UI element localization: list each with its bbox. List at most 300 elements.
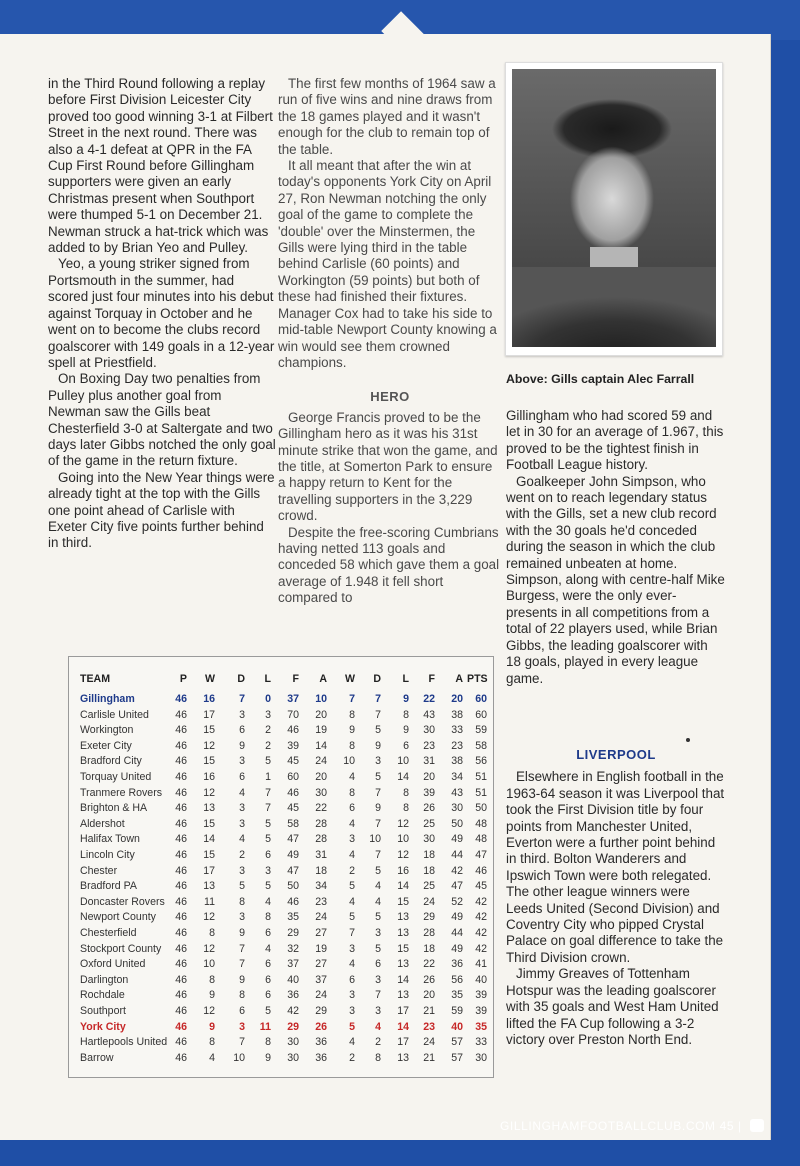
table-cell: 5 xyxy=(349,1020,355,1033)
table-cell: 46 xyxy=(175,771,187,783)
table-cell: 50 xyxy=(451,817,463,830)
table-cell: 13 xyxy=(397,958,409,971)
table-cell: 4 xyxy=(239,786,245,799)
table-cell: 5 xyxy=(265,1005,271,1017)
table-row xyxy=(69,1021,493,1037)
table-cell: 4 xyxy=(349,958,355,971)
decorative-dot xyxy=(686,738,690,742)
table-row xyxy=(69,943,493,959)
text-column-2 xyxy=(278,76,502,607)
table-cell: 27 xyxy=(315,927,327,939)
table-team-cell: Chesterfield xyxy=(80,927,137,939)
table-row xyxy=(69,880,493,896)
table-cell: 13 xyxy=(397,989,409,1002)
table-cell: 60 xyxy=(287,771,299,783)
table-row xyxy=(69,911,493,927)
table-cell: 46 xyxy=(287,895,299,908)
table-row xyxy=(69,818,493,834)
table-cell: 48 xyxy=(475,833,487,846)
table-row xyxy=(69,849,493,865)
table-cell: 6 xyxy=(239,724,245,737)
table-cell: 5 xyxy=(239,880,245,893)
table-cell: 3 xyxy=(349,833,355,846)
table-cell: 4 xyxy=(375,895,381,908)
table-cell: 8 xyxy=(349,786,355,799)
table-cell: 22 xyxy=(423,958,435,971)
table-cell: 7 xyxy=(239,1036,245,1049)
table-cell: 8 xyxy=(239,895,245,908)
table-cell: 29 xyxy=(287,1020,299,1033)
table-row xyxy=(69,1036,493,1052)
table-cell: 19 xyxy=(315,942,327,955)
table-team-cell: Oxford United xyxy=(80,958,146,971)
table-cell: 3 xyxy=(349,942,355,955)
table-cell: 3 xyxy=(239,1020,245,1033)
table-cell: 15 xyxy=(397,895,409,908)
table-cell: 5 xyxy=(375,911,381,924)
table-cell: 37 xyxy=(287,958,299,971)
table-team-cell: York City xyxy=(80,1020,126,1033)
table-cell: 13 xyxy=(203,802,215,815)
table-row xyxy=(69,989,493,1005)
table-cell: 46 xyxy=(175,1020,187,1033)
text-column-4 xyxy=(506,747,726,1048)
table-cell: 3 xyxy=(375,973,381,986)
table-cell: D xyxy=(373,673,381,685)
table-cell: 15 xyxy=(203,724,215,737)
table-cell: 24 xyxy=(315,911,327,924)
table-cell: 46 xyxy=(175,693,187,705)
table-cell: 6 xyxy=(375,958,381,971)
table-cell: 7 xyxy=(375,786,381,799)
paragraph: Goalkeeper John Simpson, who went on to reach legendary status with the Gills, set a new club record with the 30 goals he'd conceded during the season in which the club remained unbeaten at home. Simpson, along with centre-half Mike Burgess, were the only ever-presents in all competitions from a total of 22 players used, while Brian Gibbs, the leading goalscorer with 18 goals, played in every league game. xyxy=(506,473,725,686)
table-cell: 7 xyxy=(375,817,381,830)
table-team-cell: Southport xyxy=(80,1005,126,1017)
table-cell: 17 xyxy=(397,1005,409,1017)
table-cell: 13 xyxy=(397,927,409,939)
table-row xyxy=(69,865,493,881)
table-cell: 46 xyxy=(175,895,187,908)
table-cell: 11 xyxy=(204,895,215,908)
paragraph: The first few months of 1964 saw a run of five wins and nine draws from the 18 games played and it wasn't enough for the club to remain top of the table. xyxy=(278,76,496,157)
table-cell: 9 xyxy=(375,739,381,752)
table-cell: 20 xyxy=(423,771,435,783)
table-cell: 29 xyxy=(423,911,435,924)
table-cell: 16 xyxy=(203,693,215,705)
table-cell: 22 xyxy=(423,693,435,705)
table-cell: 7 xyxy=(375,849,381,861)
table-row xyxy=(69,958,493,974)
table-cell: 49 xyxy=(451,942,463,955)
table-cell: 15 xyxy=(203,755,215,768)
table-cell: 39 xyxy=(475,989,487,1002)
section-heading-liverpool: LIVERPOOL xyxy=(576,747,656,762)
table-cell: 3 xyxy=(239,817,245,830)
table-cell: 60 xyxy=(475,708,487,721)
table-row xyxy=(69,802,493,818)
photo-caption: Above: Gills captain Alec Farrall xyxy=(506,372,695,386)
table-row xyxy=(69,787,493,803)
table-cell: 4 xyxy=(239,833,245,846)
table-cell: 9 xyxy=(403,724,409,737)
table-cell: 3 xyxy=(349,989,355,1002)
table-cell: 35 xyxy=(475,1020,487,1033)
table-cell: 6 xyxy=(265,958,271,971)
table-row xyxy=(69,833,493,849)
table-cell: 25 xyxy=(423,817,435,830)
table-team-cell: Bradford PA xyxy=(80,880,137,893)
table-cell: 33 xyxy=(451,724,463,737)
table-cell: W xyxy=(205,673,215,685)
table-row xyxy=(69,771,493,787)
table-row xyxy=(69,974,493,990)
page-footer xyxy=(500,1119,764,1133)
table-cell: 18 xyxy=(423,942,435,955)
table-cell: 46 xyxy=(175,786,187,799)
table-cell: 49 xyxy=(287,849,299,861)
table-team-cell: Barrow xyxy=(80,1051,114,1064)
paragraph: Despite the free-scoring Cumbrians having netted 113 goals and conceded 58 which gave them a goal average of 1.948 it fell short compared to xyxy=(278,524,500,606)
table-cell: 39 xyxy=(287,739,299,752)
table-cell: 17 xyxy=(203,864,215,877)
table-cell: 13 xyxy=(397,1051,409,1064)
table-cell: 5 xyxy=(265,880,271,893)
table-cell: 46 xyxy=(175,973,187,986)
table-team-cell: Rochdale xyxy=(80,989,125,1002)
table-cell: 45 xyxy=(287,802,299,815)
table-team-cell: Brighton & HA xyxy=(80,802,148,815)
table-cell: 2 xyxy=(349,1051,355,1064)
table-cell: 34 xyxy=(451,771,463,783)
table-cell: 46 xyxy=(175,864,187,877)
table-cell: 8 xyxy=(209,927,215,939)
paragraph: Going into the New Year things were already tight at the top with the Gills one point ahead of Carlisle with Exeter City five points further behind in third. xyxy=(48,469,275,551)
paragraph: in the Third Round following a replay before First Division Leicester City proved too good winning 3-1 at Filbert Street in the next round. There was also a 4-1 defeat at QPR in the FA Cup First Round before Gillingham supporters were given an early Christmas present when Southport were thumped 5-1 on December 21. Newman struck a hat-trick which was added to by Brian Yeo and Pulley. xyxy=(48,76,273,256)
table-row xyxy=(69,755,493,771)
table-team-cell: Bradford City xyxy=(80,755,142,768)
table-cell: L xyxy=(264,673,271,685)
table-cell: 23 xyxy=(423,1020,435,1033)
table-cell: 9 xyxy=(375,802,381,815)
table-cell: 4 xyxy=(349,849,355,861)
table-team-cell: Carlisle United xyxy=(80,708,149,721)
table-cell: 16 xyxy=(203,771,215,783)
table-cell: 40 xyxy=(451,1020,463,1033)
table-cell: 5 xyxy=(375,864,381,877)
table-cell: 3 xyxy=(265,708,271,721)
table-cell: 7 xyxy=(375,989,381,1002)
table-cell: 3 xyxy=(239,864,245,877)
table-cell: 15 xyxy=(203,817,215,830)
table-cell: 46 xyxy=(475,864,487,877)
table-cell: 9 xyxy=(265,1051,271,1064)
table-cell: 50 xyxy=(475,802,487,815)
table-cell: 12 xyxy=(203,1005,215,1017)
table-cell: 5 xyxy=(375,771,381,783)
table-cell: 46 xyxy=(175,927,187,939)
table-cell: 7 xyxy=(265,786,271,799)
table-cell: 8 xyxy=(349,739,355,752)
table-cell: 5 xyxy=(349,911,355,924)
table-cell: 9 xyxy=(403,693,409,705)
table-cell: P xyxy=(179,673,187,685)
table-cell: 5 xyxy=(349,880,355,893)
table-cell: 21 xyxy=(423,1005,435,1017)
table-row xyxy=(69,693,493,709)
table-cell: 30 xyxy=(287,1051,299,1064)
table-team-cell: Doncaster Rovers xyxy=(80,895,165,908)
table-cell: 42 xyxy=(475,927,487,939)
table-cell: 6 xyxy=(265,989,271,1002)
table-cell: 28 xyxy=(423,927,435,939)
table-cell: 8 xyxy=(403,708,409,721)
section-heading-hero: HERO xyxy=(370,389,410,405)
table-cell: 29 xyxy=(287,927,299,939)
paragraph: Gillingham who had scored 59 and let in 30 for an average of 1.967, this proved to be the tightest finish in Football League history. xyxy=(506,408,724,473)
table-cell: 3 xyxy=(375,755,381,768)
table-cell: 12 xyxy=(203,911,215,924)
table-cell: 2 xyxy=(265,724,271,737)
table-cell: 36 xyxy=(287,989,299,1002)
table-cell: 59 xyxy=(475,724,487,737)
table-cell: 46 xyxy=(175,911,187,924)
table-cell: 13 xyxy=(203,880,215,893)
table-cell: 8 xyxy=(403,786,409,799)
table-cell: 42 xyxy=(287,1005,299,1017)
table-cell: 70 xyxy=(287,708,299,721)
table-cell: 7 xyxy=(239,693,245,705)
table-cell: 21 xyxy=(423,1051,435,1064)
table-cell: 18 xyxy=(423,849,435,861)
table-cell: PTS xyxy=(467,673,488,685)
table-cell: 30 xyxy=(423,724,435,737)
paragraph: Yeo, a young striker signed from Portsmouth in the summer, had scored just four minutes into his debut against Torquay in October and he went on to become the clubs record goalscorer with 149 goals in a 12-year spell at Priestfield. xyxy=(48,256,275,370)
table-cell: 10 xyxy=(233,1051,245,1064)
table-cell: 10 xyxy=(315,693,327,705)
table-cell: 46 xyxy=(175,755,187,768)
table-cell: 10 xyxy=(397,755,409,768)
table-cell: 8 xyxy=(265,1036,271,1049)
table-cell: 56 xyxy=(451,973,463,986)
table-cell: 46 xyxy=(287,786,299,799)
table-cell: W xyxy=(345,673,355,685)
table-cell: 40 xyxy=(287,973,299,986)
table-cell: 7 xyxy=(265,802,271,815)
table-row xyxy=(69,709,493,725)
table-cell: 35 xyxy=(451,989,463,1002)
table-team-cell: Exeter City xyxy=(80,739,132,752)
table-cell: 12 xyxy=(397,849,409,861)
table-cell: 5 xyxy=(265,833,271,846)
league-table xyxy=(68,656,494,1078)
table-cell: 51 xyxy=(475,786,487,799)
table-cell: 33 xyxy=(475,1036,487,1049)
table-team-cell: TEAM xyxy=(80,673,111,685)
table-team-cell: Gillingham xyxy=(80,693,135,705)
table-cell: 46 xyxy=(175,817,187,830)
table-team-cell: Darlington xyxy=(80,973,129,986)
table-cell: 4 xyxy=(375,1020,381,1033)
table-team-cell: Chester xyxy=(80,864,118,877)
table-cell: 48 xyxy=(475,817,487,830)
table-cell: 5 xyxy=(375,724,381,737)
table-cell: 43 xyxy=(451,786,463,799)
table-cell: 39 xyxy=(475,1005,487,1017)
table-cell: 5 xyxy=(265,817,271,830)
table-cell: 24 xyxy=(315,989,327,1002)
table-cell: F xyxy=(428,673,435,685)
table-team-cell: Torquay United xyxy=(80,771,152,783)
table-cell: 41 xyxy=(475,958,487,971)
table-cell: 50 xyxy=(287,880,299,893)
table-cell: 46 xyxy=(175,708,187,721)
table-cell: 14 xyxy=(203,833,215,846)
table-cell: 46 xyxy=(175,880,187,893)
table-cell: 6 xyxy=(239,771,245,783)
paragraph: On Boxing Day two penalties from Pulley plus another goal from Newman saw the Gills beat Chesterfield 3-0 at Saltergate and two days later Gibbs notched the only goal of the game in the return fixture. xyxy=(48,371,276,469)
table-cell: 44 xyxy=(451,849,463,861)
table-cell: 46 xyxy=(175,724,187,737)
table-cell: 38 xyxy=(451,755,463,768)
portrait-image xyxy=(512,69,716,347)
table-cell: 12 xyxy=(203,786,215,799)
table-cell: 46 xyxy=(287,724,299,737)
table-row xyxy=(69,1052,493,1068)
table-cell: 29 xyxy=(315,1005,327,1017)
table-cell: 46 xyxy=(175,833,187,846)
table-cell: 31 xyxy=(315,849,327,861)
table-cell: 6 xyxy=(349,802,355,815)
table-cell: L xyxy=(402,673,409,685)
table-cell: 18 xyxy=(423,864,435,877)
table-row xyxy=(69,1005,493,1021)
table-cell: 7 xyxy=(349,927,355,939)
table-cell: 6 xyxy=(239,1005,245,1017)
table-cell: 46 xyxy=(175,739,187,752)
table-cell: 9 xyxy=(239,739,245,752)
table-cell: 3 xyxy=(349,1005,355,1017)
table-cell: 37 xyxy=(287,693,299,705)
table-cell: 8 xyxy=(403,802,409,815)
table-cell: 17 xyxy=(397,1036,409,1049)
table-cell: 24 xyxy=(315,755,327,768)
text-column-1 xyxy=(48,76,276,552)
table-cell: 8 xyxy=(265,911,271,924)
table-cell: 46 xyxy=(175,942,187,955)
table-cell: 23 xyxy=(451,739,463,752)
table-cell: 4 xyxy=(349,771,355,783)
table-cell: 32 xyxy=(287,942,299,955)
table-cell: 38 xyxy=(451,708,463,721)
table-cell: 12 xyxy=(203,739,215,752)
table-cell: 57 xyxy=(451,1036,463,1049)
table-cell: 14 xyxy=(315,739,327,752)
table-row xyxy=(69,896,493,912)
table-cell: 16 xyxy=(397,864,409,877)
table-cell: 34 xyxy=(315,880,327,893)
table-cell: 27 xyxy=(315,958,327,971)
table-cell: 49 xyxy=(451,833,463,846)
table-cell: 9 xyxy=(239,927,245,939)
table-cell: 3 xyxy=(239,708,245,721)
table-cell: 8 xyxy=(239,989,245,1002)
table-cell: 3 xyxy=(265,864,271,877)
table-cell: 4 xyxy=(349,1036,355,1049)
table-cell: 7 xyxy=(375,708,381,721)
table-cell: 14 xyxy=(397,1020,409,1033)
table-team-cell: Aldershot xyxy=(80,817,125,830)
table-cell: 30 xyxy=(475,1051,487,1064)
table-cell: 36 xyxy=(315,1036,327,1049)
table-cell: 14 xyxy=(397,973,409,986)
table-cell: 39 xyxy=(423,786,435,799)
table-cell: D xyxy=(237,673,245,685)
table-cell: 3 xyxy=(239,755,245,768)
table-cell: 46 xyxy=(175,1005,187,1017)
table-cell: 20 xyxy=(315,708,327,721)
table-cell: 58 xyxy=(287,817,299,830)
table-cell: 58 xyxy=(475,739,487,752)
table-cell: 23 xyxy=(423,739,435,752)
table-cell: 22 xyxy=(315,802,327,815)
table-team-cell: Tranmere Rovers xyxy=(80,786,163,799)
table-cell: 3 xyxy=(375,1005,381,1017)
table-cell: 52 xyxy=(451,895,463,908)
table-cell: 47 xyxy=(287,864,299,877)
paragraph: It all meant that after the win at today's opponents York City on April 27, Ron Newman notching the only goal of the game to complete the 'double' over the Minstermen, the Gills were lying third in the table behind Carlisle (60 points) and Workington (59 points) but both of these had finished their fixtures. Manager Cox had to take his side to mid-table Newport County knowing a win would see them crowned champions. xyxy=(278,158,497,370)
table-cell: 40 xyxy=(475,973,487,986)
table-cell: 10 xyxy=(397,833,409,846)
footer-url: GILLINGHAMFOOTBALLCLUB.COM 45 | xyxy=(500,1119,742,1133)
table-cell: 45 xyxy=(287,755,299,768)
table-cell: 49 xyxy=(451,911,463,924)
table-cell: F xyxy=(292,673,299,685)
table-cell: 46 xyxy=(175,802,187,815)
table-cell: 7 xyxy=(349,693,355,705)
table-cell: 26 xyxy=(423,802,435,815)
table-cell: 23 xyxy=(315,895,327,908)
table-row xyxy=(69,740,493,756)
table-cell: 9 xyxy=(209,1020,215,1033)
table-cell: 4 xyxy=(265,942,271,955)
table-cell: 11 xyxy=(259,1020,271,1033)
table-cell: 42 xyxy=(475,895,487,908)
table-cell: 4 xyxy=(265,895,271,908)
table-cell: A xyxy=(455,673,463,685)
table-cell: 2 xyxy=(239,849,245,861)
table-cell: 7 xyxy=(239,958,245,971)
table-cell: A xyxy=(319,673,327,685)
table-cell: 42 xyxy=(475,911,487,924)
table-cell: 8 xyxy=(209,973,215,986)
table-cell: 36 xyxy=(315,1051,327,1064)
table-cell: 14 xyxy=(397,880,409,893)
table-cell: 47 xyxy=(287,833,299,846)
table-cell: 0 xyxy=(265,693,271,705)
table-cell: 56 xyxy=(475,755,487,768)
table-cell: 24 xyxy=(423,1036,435,1049)
table-cell: 51 xyxy=(475,771,487,783)
table-cell: 26 xyxy=(423,973,435,986)
table-cell: 17 xyxy=(203,708,215,721)
table-cell: 20 xyxy=(423,989,435,1002)
table-cell: 44 xyxy=(451,927,463,939)
table-cell: 8 xyxy=(349,708,355,721)
table-cell: 5 xyxy=(375,942,381,955)
paragraph: George Francis proved to be the Gillingham hero as it was his 31st minute strike that won the game, and the title, at Somerton Park to ensure a happy return to Kent for the travelling supporters in the 3,229 crowd. xyxy=(278,409,498,524)
table-cell: 10 xyxy=(343,755,355,768)
table-cell: 6 xyxy=(265,927,271,939)
